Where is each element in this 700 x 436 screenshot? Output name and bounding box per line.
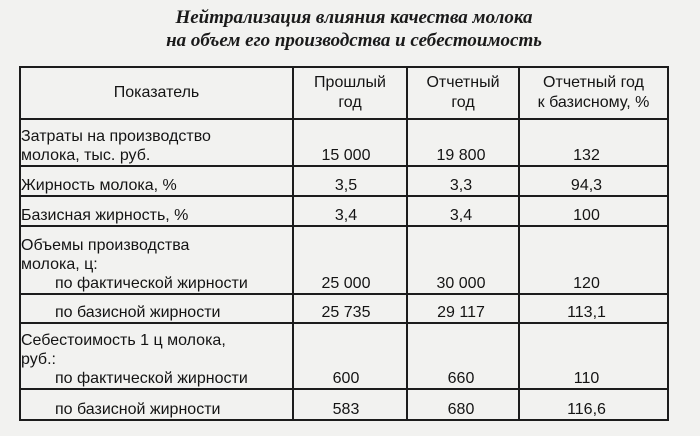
cell-base-fat-reporting: 3,4	[407, 196, 519, 226]
table-row	[20, 196, 668, 226]
cell-base-fat-previous: 3,4	[293, 196, 407, 226]
cell-fat-reporting: 3,3	[407, 166, 519, 196]
cell-base-fat-ratio: 100	[519, 196, 668, 226]
cell-cost-basic-previous: 583	[293, 389, 407, 420]
header-row	[20, 67, 668, 119]
cell-costs-ratio: 132	[519, 119, 668, 166]
cell-costs-reporting: 19 800	[407, 119, 519, 166]
row-label-costs: Затраты на производство молока, тыс. руб.	[20, 119, 293, 166]
row-label-fat: Жирность молока, %	[20, 166, 293, 196]
cell-volume-basic-reporting: 29 117	[407, 294, 519, 323]
table-row	[20, 166, 668, 196]
row-label-cost-actual: по фактической жирности	[55, 370, 248, 387]
cell-volume-basic-previous: 25 735	[293, 294, 407, 323]
header-indicator: Показатель	[20, 67, 293, 119]
table-row	[20, 119, 668, 166]
title-line-2: на объем его производства и себестоимость	[166, 30, 542, 51]
cell-cost-actual-reporting: 660	[407, 323, 519, 389]
table-row	[20, 294, 668, 323]
header-ratio: Отчетный год к базисному, %	[519, 67, 668, 119]
row-label-volume-actual: по фактической жирности	[55, 275, 248, 292]
cell-fat-ratio: 94,3	[519, 166, 668, 196]
header-previous-year: Прошлый год	[293, 67, 407, 119]
row-label-volume-basic: по базисной жирности	[20, 294, 293, 323]
row-label-cost-per-unit: Себестоимость 1 ц молока, руб.: по фактической жирности	[20, 323, 293, 389]
cell-volume-basic-ratio: 113,1	[519, 294, 668, 323]
cell-volume-actual-previous: 25 000	[293, 226, 407, 294]
table-row	[20, 389, 668, 420]
cell-costs-previous: 15 000	[293, 119, 407, 166]
header-reporting-year: Отчетный год	[407, 67, 519, 119]
row-label-volume: Объемы производства молока, ц: по фактической жирности	[20, 226, 293, 294]
row-label-cost-basic: по базисной жирности	[20, 389, 293, 420]
table-row	[20, 323, 668, 389]
table-title	[0, 6, 700, 52]
row-label-base-fat: Базисная жирность, %	[20, 196, 293, 226]
cell-cost-basic-ratio: 116,6	[519, 389, 668, 420]
cell-volume-actual-reporting: 30 000	[407, 226, 519, 294]
cell-fat-previous: 3,5	[293, 166, 407, 196]
cell-volume-actual-ratio: 120	[519, 226, 668, 294]
cell-cost-basic-reporting: 680	[407, 389, 519, 420]
cell-cost-actual-ratio: 110	[519, 323, 668, 389]
cell-cost-actual-previous: 600	[293, 323, 407, 389]
table-row	[20, 226, 668, 294]
data-table	[19, 66, 669, 421]
title-line-1: Нейтрализация влияния качества молока	[175, 7, 533, 28]
